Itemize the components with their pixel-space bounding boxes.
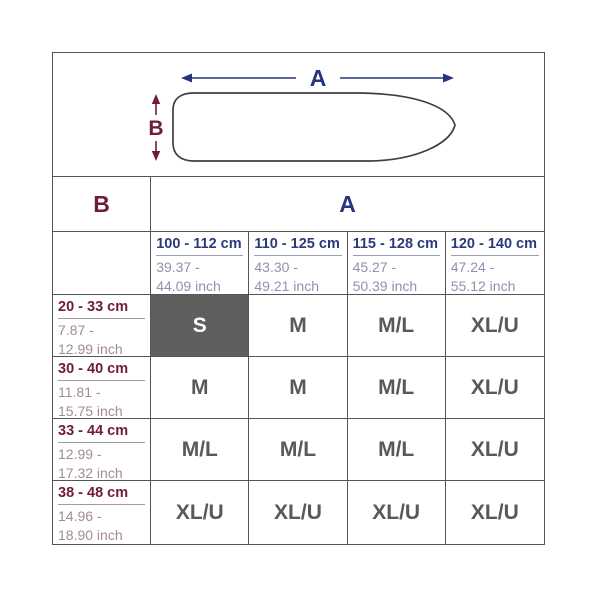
board-diagram-graphic <box>53 53 542 175</box>
size-cell: M/L <box>348 295 446 357</box>
size-cell: XL/U <box>446 357 544 419</box>
a-axis-header: A <box>151 177 544 232</box>
row-cm-range: 30 - 40 cm <box>58 361 145 381</box>
column-header-3 <box>348 232 446 295</box>
size-cell: XL/U <box>446 419 544 481</box>
size-cell: M/L <box>348 357 446 419</box>
column-cm-range: 100 - 112 cm <box>156 236 243 256</box>
size-cell: M <box>151 357 249 419</box>
row-inch-range: 11.81 - 15.75 inch <box>58 384 123 419</box>
size-cell: XL/U <box>151 481 249 544</box>
column-header-4 <box>446 232 544 295</box>
size-cell: M <box>249 357 347 419</box>
column-cm-range: 115 - 128 cm <box>353 236 440 256</box>
column-inch-range: 45.27 - 50.39 inch <box>352 259 418 294</box>
size-cell: M <box>249 295 347 357</box>
column-header-2 <box>249 232 347 295</box>
size-cell: M/L <box>348 419 446 481</box>
b-arrowhead-down <box>152 151 160 161</box>
row-cm-range: 20 - 33 cm <box>58 299 145 319</box>
size-cell: XL/U <box>470 500 519 524</box>
size-cell: M/L <box>249 419 347 481</box>
row-inch-range: 7.87 - 12.99 inch <box>58 322 123 357</box>
column-header-1 <box>151 232 249 295</box>
column-cm-range: 110 - 125 cm <box>254 236 341 256</box>
size-cell: XL/U <box>348 481 446 544</box>
corner-cell <box>53 232 151 295</box>
row-inch-range: 14.96 - 18.90 inch <box>58 508 123 543</box>
ironing-board-outline <box>173 93 455 161</box>
row-header-1 <box>53 295 151 357</box>
a-arrowhead-left <box>181 74 192 83</box>
row-cm-range: 38 - 48 cm <box>58 485 145 505</box>
column-cm-range: 120 - 140 cm <box>451 236 539 256</box>
row-cm-range: 33 - 44 cm <box>58 423 145 443</box>
column-inch-range: 39.37 - 44.09 inch <box>156 259 221 294</box>
b-arrowhead-up <box>152 94 160 104</box>
size-chart-table <box>52 52 545 545</box>
column-inch-range: 47.24 - 55.12 inch <box>450 259 516 294</box>
b-axis-header: B <box>53 177 151 232</box>
row-header-3 <box>53 419 151 481</box>
row-header-2 <box>53 357 151 419</box>
board-diagram <box>53 53 544 177</box>
size-cell-selected: S <box>151 295 249 357</box>
row-inch-range: 12.99 - 17.32 inch <box>58 446 123 481</box>
a-arrowhead-right <box>443 74 454 83</box>
size-cell: XL/U <box>249 481 347 544</box>
size-cell: XL/U <box>446 295 544 357</box>
b-dimension-label: B <box>148 117 164 140</box>
size-cell: M/L <box>151 419 249 481</box>
a-dimension-label: A <box>309 65 327 91</box>
column-inch-range: 43.30 - 49.21 inch <box>254 259 319 294</box>
row-header-4 <box>53 481 151 544</box>
